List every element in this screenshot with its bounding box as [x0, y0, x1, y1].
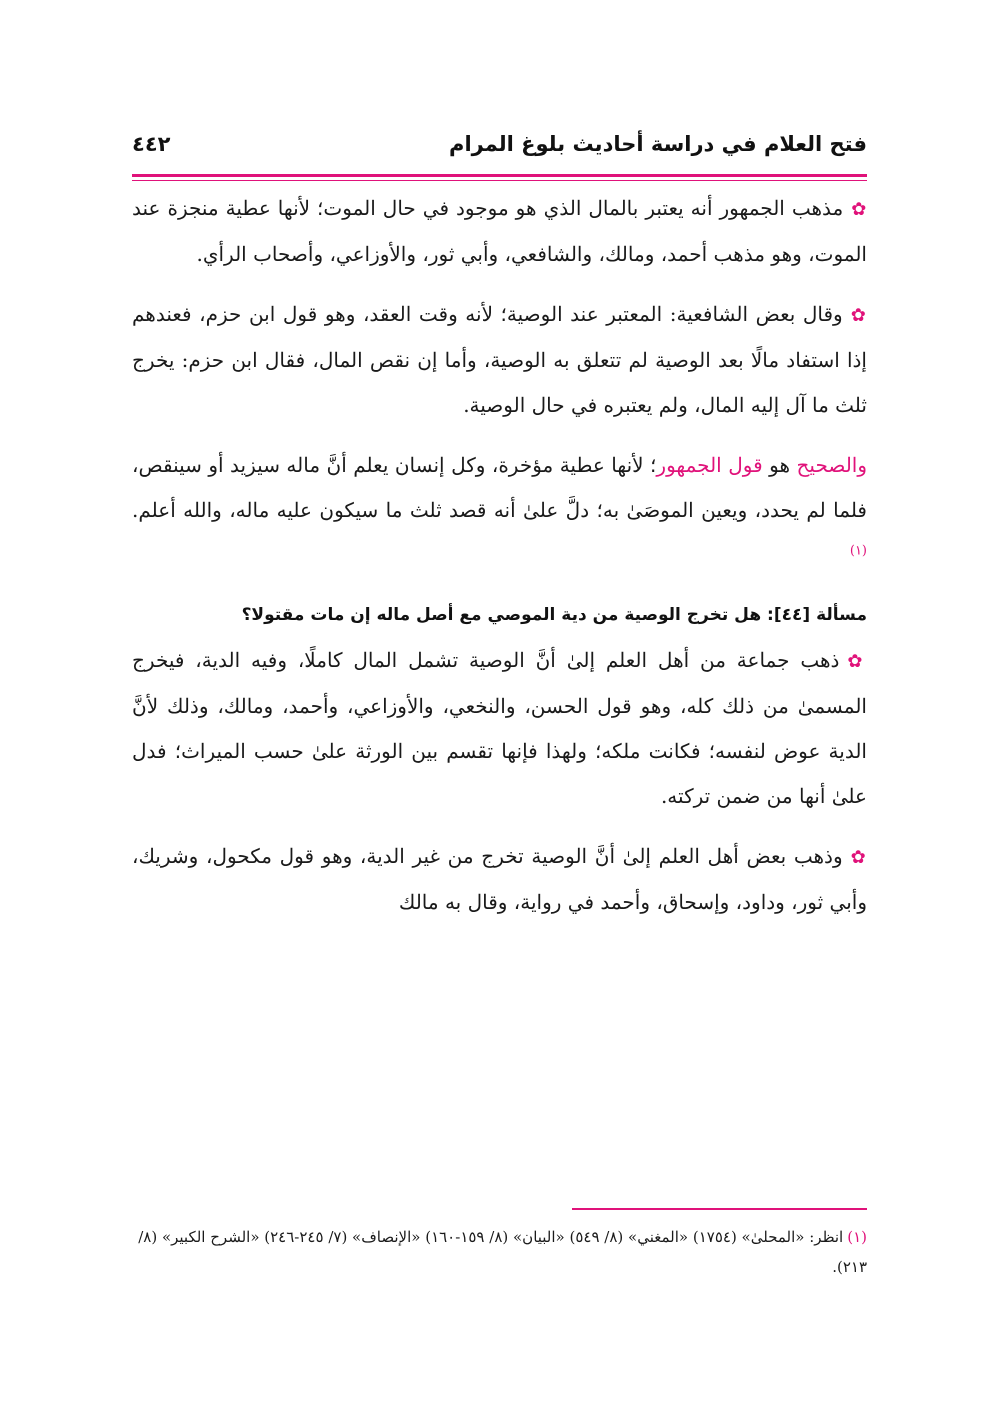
page-number: ٤٤٢: [132, 132, 171, 156]
paragraph-text: ذهب جماعة من أهل العلم إلىٰ أنَّ الوصية تشمل المال كاملًا، وفيه الدية، فيخرج المسمىٰ من ذلك كله، وهو قول الحسن، والنخعي، والأوزاعي، وأحمد، ومالك، وذلك لأنَّ الدية عوض لنفسه؛ فكانت ملكه؛ ولهذا فإنها تقسم بين الورثة علىٰ حسب الميراث؛ فدل علىٰ أنها من ضمن تركته.: [132, 648, 867, 808]
flower-bullet-icon: ✿: [851, 199, 867, 220]
issue-heading: مسألة [٤٤]: هل تخرج الوصية من دية الموصي مع أصل ماله إن مات مقتولا؟: [241, 605, 867, 625]
paragraph-text: مذهب الجمهور أنه يعتبر بالمال الذي هو موجود في حال الموت؛ لأنها عطية منجزة عند الموت، وهو مذهب أحمد، ومالك، والشافعي، وأبي ثور، والأوزاعي، وأصحاب الرأي.: [132, 196, 867, 266]
paragraph-diya-excluded: [132, 834, 867, 925]
paragraph-text: هو: [769, 453, 791, 477]
paragraph-majority-view: [132, 186, 867, 277]
flower-bullet-icon: ✿: [847, 651, 867, 672]
flower-bullet-icon: ✿: [850, 847, 867, 868]
paragraph-diya-included: [132, 638, 867, 819]
paragraph-text: ؛ لأنها عطية مؤخرة، وكل إنسان يعلم أنَّ ماله سيزيد أو سينقص، فلما لم يحدد، ويعين الموصَىٰ به؛ دلَّ علىٰ أنه قصد ثلث ما سيكون عليه ماله، والله أعلم.: [132, 453, 867, 522]
header-rule-thin: [132, 180, 867, 181]
footnote: [132, 1222, 867, 1282]
majority-label: قول الجمهور: [656, 453, 763, 477]
footnote-number: (١): [847, 1228, 867, 1246]
book-title: فتح العلام في دراسة أحاديث بلوغ المرام: [449, 132, 867, 156]
flower-bullet-icon: ✿: [850, 305, 868, 326]
running-header: [132, 132, 867, 172]
preferred-label: والصحيح: [796, 453, 868, 477]
footnote-divider: [572, 1208, 867, 1210]
paragraph-preferred-view: [132, 443, 867, 578]
paragraph-text: وقال بعض الشافعية: المعتبر عند الوصية؛ لأنه وقت العقد، وهو قول ابن حزم، فعندهم إذا استفاد مالًا بعد الوصية لم تتعلق به الوصية، وأما إن نقص المال، فقال ابن حزم: يخرج ثلث ما آل إليه المال، ولم يعتبره في حال الوصية.: [132, 302, 867, 417]
footnote-reference[interactable]: (١): [849, 543, 867, 559]
header-rule-thick: [132, 174, 867, 177]
paragraph-shafii-view: [132, 292, 867, 428]
page-body: [132, 186, 867, 925]
paragraph-text: وذهب بعض أهل العلم إلىٰ أنَّ الوصية تخرج من غير الدية، وهو قول مكحول، وشريك، وأبي ثور، وداود، وإسحاق، وأحمد في رواية، وقال به مالك: [132, 844, 867, 914]
footnote-text: انظر: «المحلىٰ» (١٧٥٤) «المغني» (٨/ ٥٤٩) «البيان» (٨/ ١٥٩-١٦٠) «الإنصاف» (٧/ ٢٤٥-٢٤٦) «الشرح الكبير» (٨/ ٢١٣).: [138, 1228, 867, 1276]
